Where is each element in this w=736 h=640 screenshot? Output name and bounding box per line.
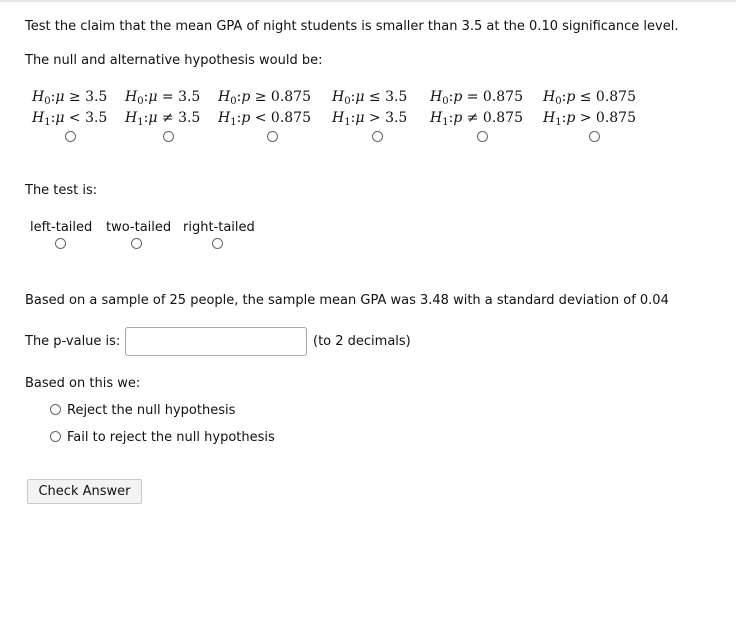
test-option-two-tailed-label: two-tailed: [106, 220, 172, 235]
null-hypothesis: $H_0:p = 0.875$: [430, 89, 524, 107]
alternative-hypothesis: $H_1:p > 0.875$: [543, 110, 637, 128]
claim-text: Test the claim that the mean GPA of night students is smaller than 3.5 at the 0.10 significance level.: [25, 19, 679, 34]
null-hypothesis: $H_0:p \ge 0.875$: [218, 89, 312, 107]
hypothesis-prompt: The null and alternative hypothesis would be:: [25, 53, 323, 68]
alternative-hypothesis: $H_1:\mu \ne 3.5$: [125, 110, 201, 128]
decision-option-fail-to-reject-label[interactable]: Fail to reject the null hypothesis: [67, 430, 275, 445]
decision-prompt: Based on this we:: [25, 376, 141, 391]
hypothesis-radio-1[interactable]: [65, 131, 76, 142]
alternative-hypothesis: $H_1:\mu > 3.5$: [332, 110, 408, 128]
hypothesis-radio-5[interactable]: [477, 131, 488, 142]
hypothesis-option-2: [125, 89, 200, 131]
hypothesis-radio-3[interactable]: [267, 131, 278, 142]
test-option-right-tailed-label: right-tailed: [183, 220, 255, 235]
decision-radio-fail-to-reject[interactable]: [50, 431, 61, 442]
null-hypothesis: $H_0:p \le 0.875$: [543, 89, 637, 107]
hypothesis-option-4: [332, 89, 407, 131]
alternative-hypothesis: $H_1:p \ne 0.875$: [430, 110, 524, 128]
pvalue-label: The p-value is:: [25, 334, 121, 349]
sample-text: Based on a sample of 25 people, the sample mean GPA was 3.48 with a standard deviation of 0.04: [25, 293, 669, 308]
decision-radio-reject[interactable]: [50, 404, 61, 415]
hypothesis-option-1: [32, 89, 107, 131]
hypothesis-option-3: [218, 89, 311, 131]
hypothesis-option-5: [430, 89, 523, 131]
null-hypothesis: $H_0:\mu = 3.5$: [125, 89, 201, 107]
test-radio-left-tailed[interactable]: [55, 238, 66, 249]
null-hypothesis: $H_0:\mu \le 3.5$: [332, 89, 408, 107]
test-radio-right-tailed[interactable]: [212, 238, 223, 249]
alternative-hypothesis: $H_1:\mu < 3.5$: [32, 110, 108, 128]
hypothesis-radio-2[interactable]: [163, 131, 174, 142]
hypothesis-radio-6[interactable]: [589, 131, 600, 142]
alternative-hypothesis: $H_1:p < 0.875$: [218, 110, 312, 128]
null-hypothesis: $H_0:\mu \ge 3.5$: [32, 89, 108, 107]
pvalue-hint: (to 2 decimals): [313, 334, 411, 349]
decision-option-reject-label[interactable]: Reject the null hypothesis: [67, 403, 236, 418]
test-option-left-tailed-label: left-tailed: [30, 220, 93, 235]
test-prompt: The test is:: [25, 183, 98, 198]
hypothesis-radio-4[interactable]: [372, 131, 383, 142]
hypothesis-option-6: [543, 89, 636, 131]
pvalue-input[interactable]: [125, 327, 307, 356]
test-radio-two-tailed[interactable]: [131, 238, 142, 249]
check-answer-button[interactable]: Check Answer: [27, 479, 142, 504]
top-divider: [0, 0, 736, 2]
